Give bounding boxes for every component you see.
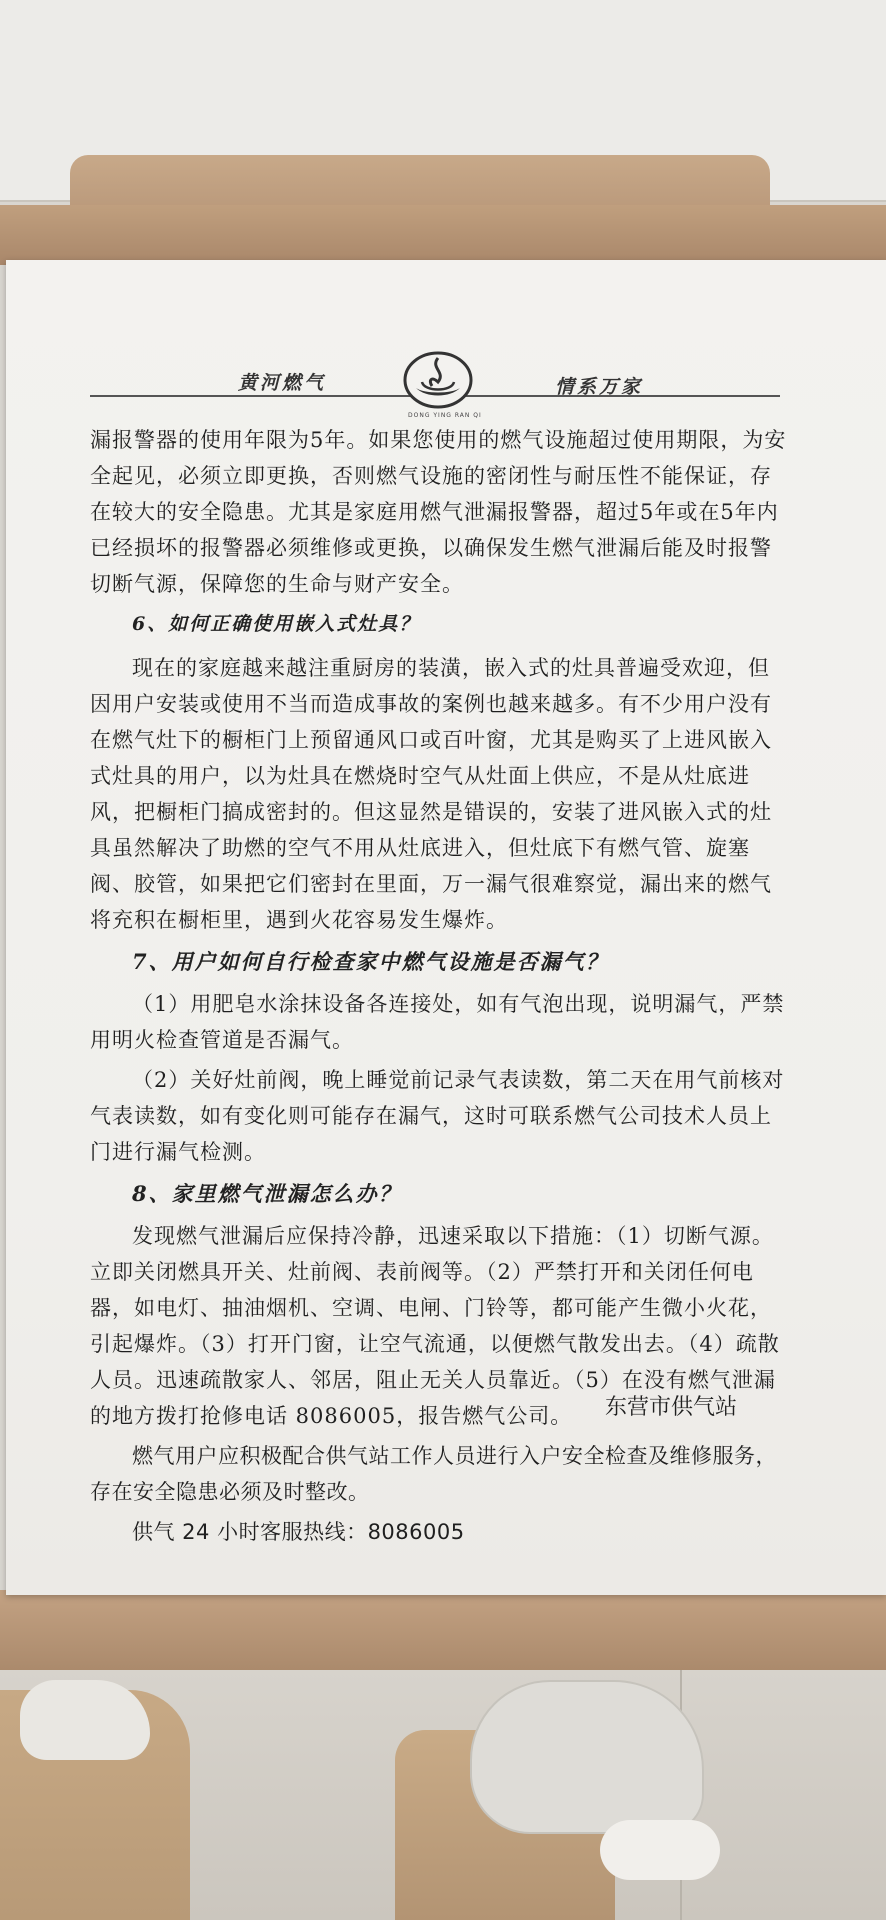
paragraph-alarm-lifespan: 漏报警器的使用年限为5年。如果您使用的燃气设施超过使用期限，为安全起见，必须立即更换，否则燃气设施的密闭性与耐压性不能保证，存在较大的安全隐患。尤其是家庭用燃气泄漏报警器，超过5年或在5年内已经损坏的报警器必须维修或更换，以确保发生燃气泄漏后能及时报警切断气源，保障您的生命与财产安全。 [90,428,787,596]
paragraph-embedded-stove: 现在的家庭越来越注重厨房的装潢，嵌入式的灶具普遍受欢迎，但因用户安装或使用不当而造成事故的案例也越来越多。有不少用户没有在燃气灶下的橱柜门上预留通风口或百叶窗，尤其是购买了上进风嵌入式灶具的用户，以为灶具在燃烧时空气从灶面上供应，不是从灶底进风，把橱柜门搞成密封的。但这显然是错误的，安装了进风嵌入式的灶具虽然解决了助燃的空气不用从灶底进入，但灶底下有燃气管、旋塞阀、胶管，如果把它们密封在里面，万一漏气很难察觉，漏出来的燃气将充积在橱柜里，遇到火花容易发生爆炸。 [90,656,772,932]
paragraph-check-2: （2）关好灶前阀，晚上睡觉前记录气表读数，第二天在用气前核对气表读数，如有变化则可能存在漏气，这时可联系燃气公司技术人员上门进行漏气检测。 [90,1068,785,1164]
header-right-title: 情系万家 [555,376,644,398]
heading-8: 8、家里燃气泄漏怎么办？ [132,1181,402,1206]
document-body [90,422,790,1550]
left-shoe [20,1680,150,1760]
right-shoe-sole [600,1820,720,1880]
company-logo-icon [402,350,474,410]
logo-caption: DONG YING RAN QI [408,412,482,419]
header-left-title: 黄河燃气 [238,372,327,394]
paragraph-check-1: （1）用肥皂水涂抹设备各连接处，如有气泡出现，说明漏气，严禁用明火检查管道是否漏气。 [90,992,785,1052]
wood-surface-bottom [0,1590,886,1670]
heading-6: 6、如何正确使用嵌入式灶具？ [132,613,421,635]
paragraph-leak-response: 发现燃气泄漏后应保持冷静，迅速采取以下措施：（1）切断气源。立即关闭燃具开关、灶前阀、表前阀等。（2）严禁打开和关闭任何电器，如电灯、抽油烟机、空调、电闸、门铃等，都可能产生微小火花，引起爆炸。（3）打开门窗，让空气流通，以便燃气散发出去。（4）疏散人员。迅速疏散家人、邻居，阻止无关人员靠近。（5）在没有燃气泄漏的地方拨打抢修电话 8086005，报告燃气公司。 [90,1224,780,1428]
hotline-text: 供气 24 小时客服热线：8086005 [132,1520,465,1544]
right-shoe [470,1680,704,1834]
heading-7: 7、用户如何自行检查家中燃气设施是否漏气？ [132,949,609,974]
signature-organization: 东营市供气站 [605,1395,738,1420]
paragraph-cooperation: 燃气用户应积极配合供气站工作人员进行入户安全检查及维修服务，存在安全隐患必须及时整改。 [90,1444,777,1504]
wood-surface-top [0,205,886,265]
